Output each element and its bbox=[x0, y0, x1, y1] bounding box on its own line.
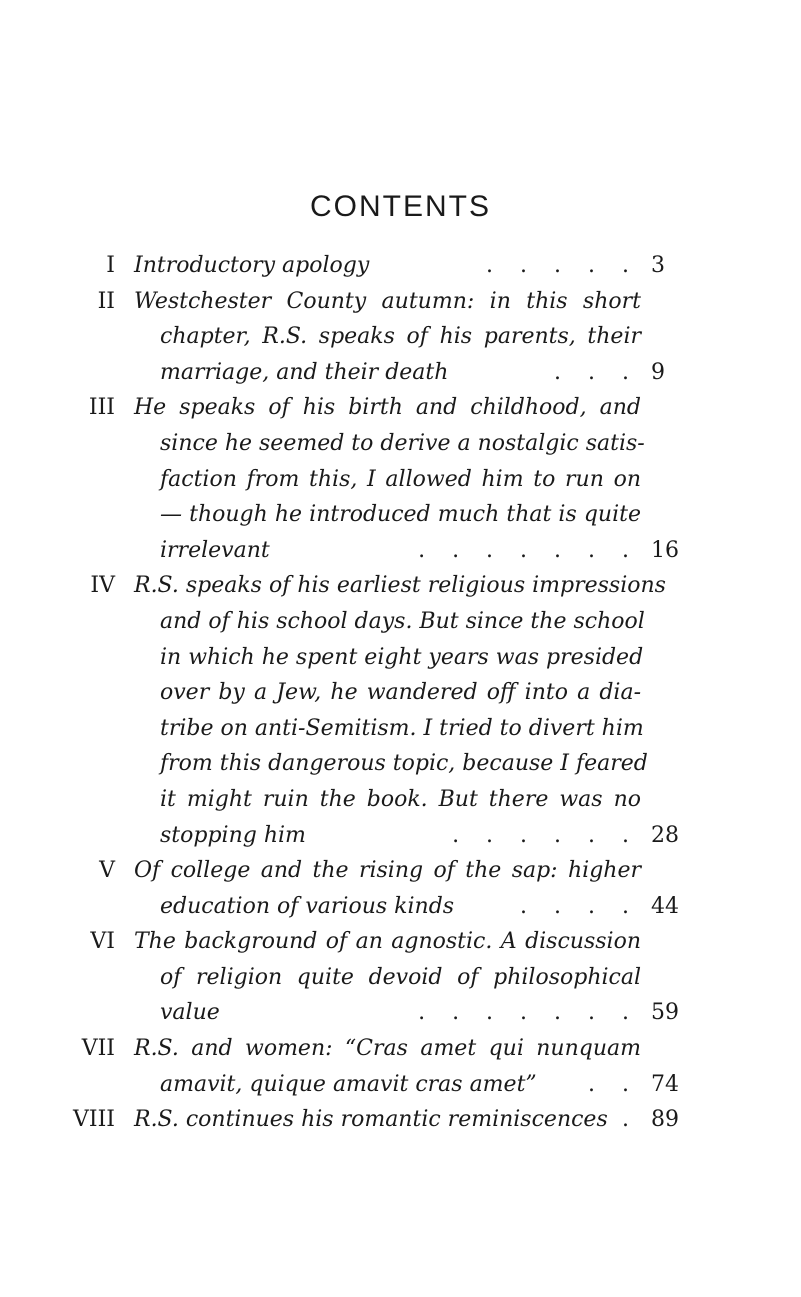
dot-leader: . . . . . . bbox=[452, 822, 639, 848]
toc-entry bbox=[0, 248, 801, 284]
description-line: marriage, and their death bbox=[160, 359, 449, 385]
chapter-numeral: I bbox=[106, 253, 115, 278]
description-line: He speaks of his birth and childhood, and bbox=[134, 395, 641, 421]
description-line: irrelevant bbox=[160, 537, 270, 563]
chapter-numeral: III bbox=[88, 395, 115, 421]
description-line: R.S. continues his romantic reminiscences bbox=[134, 1107, 608, 1133]
description-line: The background of an agnostic. A discussion bbox=[134, 929, 641, 955]
description-last-line bbox=[134, 533, 641, 569]
chapter-numeral: VIII bbox=[73, 1107, 115, 1133]
dot-leader: . . . . . . . bbox=[418, 1000, 639, 1026]
description-last-line bbox=[134, 889, 641, 925]
description-line: education of various kinds bbox=[160, 893, 455, 919]
toc-entry bbox=[0, 924, 801, 1031]
description-last-line bbox=[134, 1102, 641, 1138]
page-number: 16 bbox=[651, 537, 679, 563]
chapter-numeral: IV bbox=[90, 573, 115, 599]
chapter-description bbox=[134, 390, 645, 568]
toc-entry bbox=[0, 390, 801, 568]
chapter-description bbox=[134, 924, 641, 1031]
description-line: amavit, quique amavit cras amet” bbox=[160, 1071, 537, 1097]
dot-leader: . . . . . bbox=[486, 253, 639, 278]
page-number: 44 bbox=[651, 893, 679, 919]
chapter-numeral: VI bbox=[90, 929, 115, 955]
description-line: faction from this, I allowed him to run on bbox=[160, 466, 641, 492]
page-number: 28 bbox=[651, 822, 679, 848]
dot-leader: . . bbox=[588, 1071, 639, 1097]
page-number: 59 bbox=[651, 1000, 679, 1026]
description-line: of religion quite devoid of philosophical bbox=[160, 964, 641, 990]
page-number: 89 bbox=[651, 1107, 679, 1133]
description-line: Of college and the rising of the sap: higher bbox=[134, 858, 641, 884]
description-line: R.S. speaks of his earliest religious impressions bbox=[134, 573, 666, 599]
description-last-line bbox=[134, 355, 641, 391]
toc-entry bbox=[0, 1031, 801, 1102]
chapter-description bbox=[134, 853, 641, 924]
description-last-line bbox=[134, 248, 641, 284]
chapter-description bbox=[134, 1102, 641, 1138]
toc-entry bbox=[0, 1102, 801, 1138]
description-line: — though he introduced much that is quite bbox=[160, 502, 641, 528]
chapter-description bbox=[134, 284, 641, 391]
chapter-description bbox=[134, 1031, 641, 1102]
page-number: 3 bbox=[651, 253, 665, 278]
description-line: stopping him bbox=[160, 822, 306, 848]
description-last-line bbox=[134, 995, 641, 1031]
description-last-line bbox=[134, 818, 641, 854]
description-line: it might ruin the book. But there was no bbox=[160, 786, 641, 812]
description-line: over by a Jew, he wandered off into a dia- bbox=[160, 680, 641, 706]
page-title: CONTENTS bbox=[310, 190, 491, 223]
dot-leader: . bbox=[622, 1107, 639, 1133]
description-line: tribe on anti-Semitism. I tried to divert him bbox=[160, 715, 644, 741]
description-line: from this dangerous topic, because I feared bbox=[160, 751, 648, 777]
toc-entry bbox=[0, 568, 801, 853]
description-line: and of his school days. But since the school bbox=[160, 608, 645, 634]
description-line: R.S. and women: “Cras amet qui nunquam bbox=[134, 1036, 641, 1062]
page-number: 74 bbox=[651, 1071, 679, 1097]
chapter-numeral: VII bbox=[81, 1036, 115, 1062]
description-line: Westchester County autumn: in this short bbox=[134, 288, 641, 314]
description-line: chapter, R.S. speaks of his parents, their bbox=[160, 324, 641, 350]
description-line: value bbox=[160, 1000, 220, 1026]
description-last-line bbox=[134, 1067, 641, 1103]
description-line: since he seemed to derive a nostalgic satis- bbox=[160, 430, 645, 456]
chapter-description bbox=[134, 248, 641, 284]
page-number: 9 bbox=[651, 359, 665, 385]
description-line: in which he spent eight years was presided bbox=[160, 644, 644, 670]
chapter-numeral: II bbox=[97, 288, 115, 314]
toc-entry bbox=[0, 853, 801, 924]
dot-leader: . . . bbox=[554, 359, 639, 385]
dot-leader: . . . . . . . bbox=[418, 537, 639, 563]
table-of-contents bbox=[0, 248, 801, 1138]
dot-leader: . . . . bbox=[520, 893, 639, 919]
description-line: Introductory apology bbox=[134, 253, 370, 278]
chapter-numeral: V bbox=[99, 858, 115, 884]
toc-entry bbox=[0, 284, 801, 391]
